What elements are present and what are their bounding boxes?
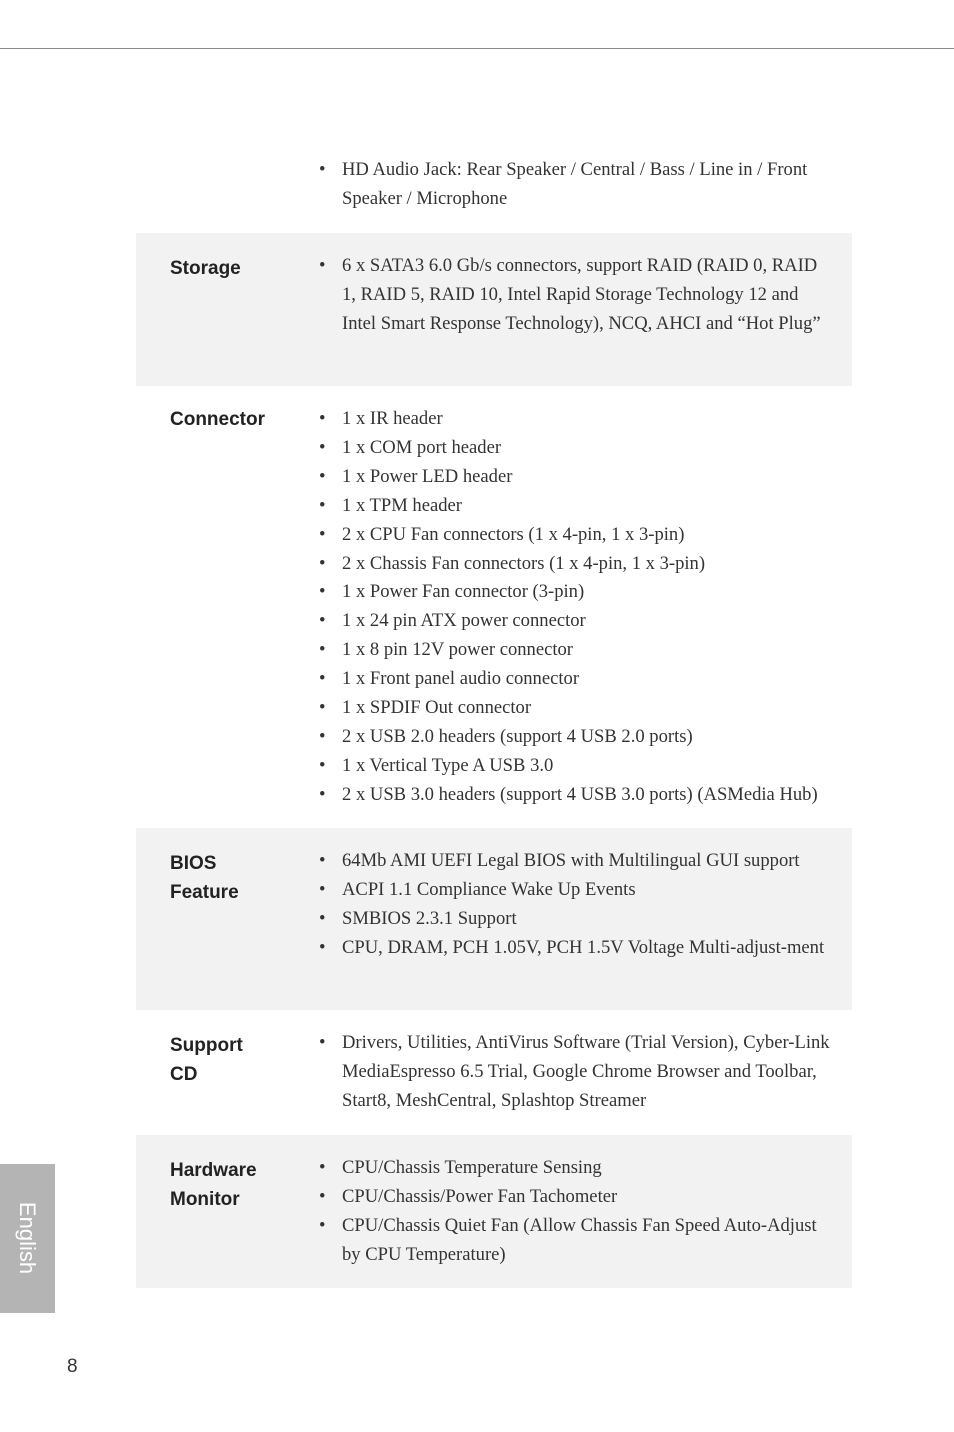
spec-items-support-cd (319, 1029, 831, 1116)
spec-row-support-cd (136, 1010, 852, 1135)
header-rule (0, 48, 954, 49)
spec-items-hardware-monitor (319, 1154, 831, 1270)
spec-item: • CPU/Chassis Temperature Sensing (319, 1154, 831, 1183)
spec-item: • CPU, DRAM, PCH 1.05V, PCH 1.5V Voltage Multi-adjust-ment (319, 934, 831, 963)
spec-row-audio-continued (136, 147, 852, 233)
spec-item: • 1 x Power LED header (319, 463, 831, 492)
page-number: 8 (67, 1356, 78, 1377)
spec-item: • 1 x Power Fan connector (3-pin) (319, 578, 831, 607)
spec-item: • 1 x Vertical Type A USB 3.0 (319, 752, 831, 781)
spec-row-bios (136, 828, 852, 1010)
spec-label-support-cd: Support CD (170, 1035, 243, 1085)
spec-item: • Drivers, Utilities, AntiVirus Software (Trial Version), Cyber-Link MediaEspresso 6.5 Trial, Google Chrome Browser and Toolbar, Start8, MeshCentral, Splashtop Streamer (319, 1029, 831, 1116)
spec-items-storage (319, 252, 831, 339)
spec-item: • 1 x Front panel audio connector (319, 665, 831, 694)
spec-label-bios: BIOS Feature (170, 853, 239, 903)
language-tab-label: English (15, 1201, 40, 1275)
spec-item: • 2 x USB 2.0 headers (support 4 USB 2.0 ports) (319, 723, 831, 752)
spec-item: • 1 x COM port header (319, 434, 831, 463)
spec-item: • 1 x TPM header (319, 492, 831, 521)
spec-item: • CPU/Chassis Quiet Fan (Allow Chassis Fan Speed Auto-Adjust by CPU Temperature) (319, 1212, 831, 1270)
spec-item: • 1 x IR header (319, 405, 831, 434)
spec-row-storage (136, 233, 852, 386)
spec-label-connector: Connector (170, 409, 265, 430)
spec-item: • 1 x 8 pin 12V power connector (319, 636, 831, 665)
spec-item: • SMBIOS 2.3.1 Support (319, 905, 831, 934)
spec-item: • 1 x SPDIF Out connector (319, 694, 831, 723)
spec-row-connector (136, 386, 852, 828)
spec-label-hardware-monitor: Hardware Monitor (170, 1160, 257, 1210)
spec-item: • ACPI 1.1 Compliance Wake Up Events (319, 876, 831, 905)
spec-items-audio (319, 156, 831, 214)
spec-items-bios (319, 847, 831, 963)
spec-item: • CPU/Chassis/Power Fan Tachometer (319, 1183, 831, 1212)
spec-item: • 2 x CPU Fan connectors (1 x 4-pin, 1 x 3-pin) (319, 521, 831, 550)
spec-row-hardware-monitor (136, 1135, 852, 1288)
spec-item: • 1 x 24 pin ATX power connector (319, 607, 831, 636)
spec-item: • HD Audio Jack: Rear Speaker / Central / Bass / Line in / Front Speaker / Microphone (319, 156, 831, 214)
spec-items-connector (319, 405, 831, 810)
spec-item: • 2 x Chassis Fan connectors (1 x 4-pin, 1 x 3-pin) (319, 550, 831, 579)
spec-item: • 6 x SATA3 6.0 Gb/s connectors, support RAID (RAID 0, RAID 1, RAID 5, RAID 10, Intel Rapid Storage Technology 12 and Intel Smart Response Technology), NCQ, AHCI and “Hot Plug” (319, 252, 831, 339)
spec-item: • 2 x USB 3.0 headers (support 4 USB 3.0 ports) (ASMedia Hub) (319, 781, 831, 810)
spec-item: • 64Mb AMI UEFI Legal BIOS with Multilingual GUI support (319, 847, 831, 876)
spec-table (136, 147, 852, 1288)
spec-label-storage: Storage (170, 258, 241, 279)
language-tab (0, 1164, 55, 1313)
